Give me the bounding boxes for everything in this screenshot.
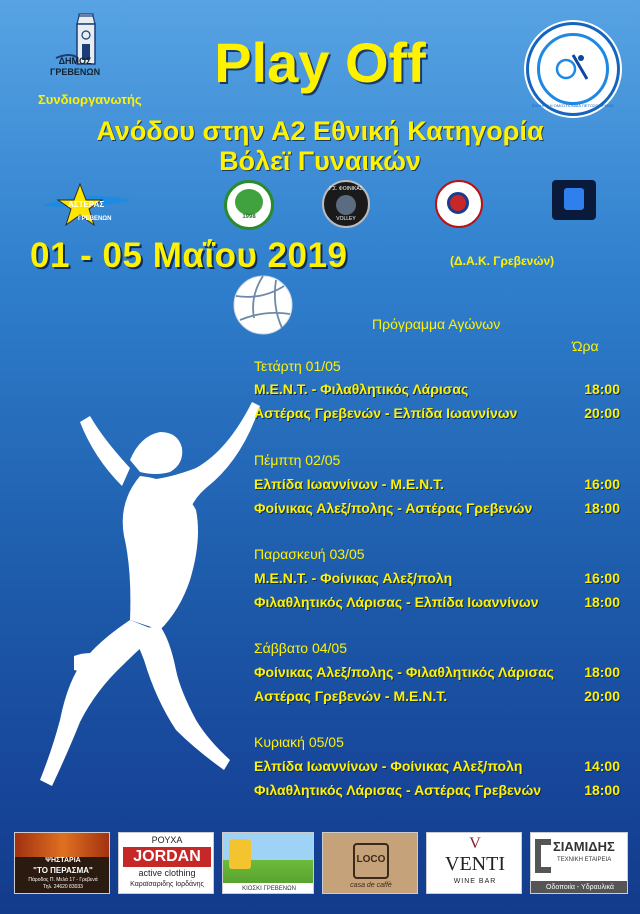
match-time: 18:00 xyxy=(584,664,620,680)
perasma-line1: ΨΗΣΤΑΡΙΑ xyxy=(45,857,81,864)
match-time: 14:00 xyxy=(584,758,620,774)
match-row xyxy=(254,664,620,680)
foinikas-logo-sub: VOLLEY xyxy=(336,216,356,222)
match-time: 18:00 xyxy=(584,500,620,516)
siamidis-footer: Οδοποιία - Υδραυλικά xyxy=(531,881,628,894)
schedule-title: Πρόγραμμα Αγώνων xyxy=(372,316,501,332)
kiosk-footer: ΚΙΟΣΚΙ ΓΡΕΒΕΝΩΝ xyxy=(223,883,314,894)
venti-tag: WINE BAR xyxy=(453,878,497,885)
page-title: Play Off xyxy=(214,31,426,94)
match-teams: Μ.Ε.Ν.Τ. - Φοίνικας Αλεξ/πολη xyxy=(254,570,453,586)
volleyball-federation-icon xyxy=(553,49,593,89)
match-row xyxy=(254,476,620,492)
volleyball-icon xyxy=(232,274,294,336)
match-teams: Φιλαθλητικός Λάρισας - Ελπίδα Ιωαννίνων xyxy=(254,594,539,610)
match-row xyxy=(254,594,620,610)
match-time: 18:00 xyxy=(584,594,620,610)
sponsor-siamidis xyxy=(530,832,628,894)
asteras-logo-sub: ΓΡΕΒΕΝΩΝ xyxy=(78,216,112,222)
sponsor-jordan xyxy=(118,832,214,894)
match-row xyxy=(254,500,620,516)
match-row xyxy=(254,570,620,586)
day-label: Πέμπτη 02/05 xyxy=(254,452,341,468)
cosponsor-label: Συνδιοργανωτής xyxy=(38,92,142,107)
sponsor-venti xyxy=(426,832,522,894)
siamidis-tag: ΤΕΧΝΙΚΗ ΕΤΑΙΡΕΙΑ xyxy=(557,857,612,863)
team-logo-asteras xyxy=(42,180,132,230)
team-logo-ment xyxy=(552,180,596,220)
jordan-owner: Καραϊσαριδης Ιορδάνης xyxy=(130,881,204,888)
match-row xyxy=(254,782,620,798)
match-row xyxy=(254,688,620,704)
day-label: Σάββατο 04/05 xyxy=(254,640,347,656)
match-teams: Μ.Ε.Ν.Τ. - Φιλαθλητικός Λάρισας xyxy=(254,381,469,397)
team-logo-filathlitikos xyxy=(224,180,274,230)
match-time: 20:00 xyxy=(584,688,620,704)
venti-v-icon: V xyxy=(469,835,481,852)
match-time: 16:00 xyxy=(584,570,620,586)
match-time: 18:00 xyxy=(584,381,620,397)
sponsor-loco xyxy=(322,832,418,894)
perasma-line2: "ΤΟ ΠΕΡΑΣΜΑ" xyxy=(33,866,93,875)
siamidis-brand: ΣΙΑΜΙΔΗΣ xyxy=(553,839,615,854)
team-logo-foinikas xyxy=(322,180,370,228)
match-teams: Φιλαθλητικός Λάρισας - Αστέρας Γρεβενών xyxy=(254,782,542,798)
municipality-label-1: ΔΗΜΟΣ xyxy=(58,56,92,66)
perasma-line4: Τηλ. 24620 83033 xyxy=(43,884,83,890)
match-row xyxy=(254,381,620,397)
match-time: 16:00 xyxy=(584,476,620,492)
sponsor-kiosk xyxy=(222,832,314,894)
event-date: 01 - 05 Μαΐου 2019 xyxy=(30,236,348,275)
subtitle-line-2: Βόλεϊ Γυναικών xyxy=(219,146,421,176)
day-label: Κυριακή 05/05 xyxy=(254,734,344,750)
foinikas-logo-text: Γ.Σ. ΦΟΙΝΙΚΑΣ xyxy=(329,186,363,192)
match-time: 18:00 xyxy=(584,782,620,798)
jordan-brand: JORDAN xyxy=(123,847,211,867)
sponsor-perasma xyxy=(14,832,110,894)
match-teams: Ελπίδα Ιωαννίνων - Μ.Ε.Ν.Τ. xyxy=(254,476,445,492)
loco-brand: LOCO xyxy=(356,854,386,865)
match-time: 20:00 xyxy=(584,405,620,421)
filathlitikos-logo-year: 1998 xyxy=(242,214,256,220)
jordan-tag: active clothing xyxy=(138,868,196,878)
match-row xyxy=(254,758,620,774)
federation-logo-text: ΕΛΛΗΝΙΚΗ ΟΜΟΣΠΟΝΔΙΑ ΠΕΤΟΣΦΑΙΡΙΣΗΣ xyxy=(532,103,614,108)
day-label: Παρασκευή 03/05 xyxy=(254,546,365,562)
match-teams: Φοίνικας Αλεξ/πολης - Φιλαθλητικός Λάρισας xyxy=(254,664,554,680)
venti-brand: VENTI xyxy=(445,853,505,875)
subtitle-line-1: Ανόδου στην Α2 Εθνική Κατηγορία xyxy=(96,116,544,146)
loco-tag: casa de caffè xyxy=(350,882,392,889)
asteras-logo-text: ΑΣΤΕΡΑΣ xyxy=(68,200,105,209)
team-logo-elpida xyxy=(435,180,483,228)
municipality-label-2: ΓΡΕΒΕΝΩΝ xyxy=(50,67,101,77)
perasma-line3: Πάροδος Π. Μελά 17 - Γρεβενά xyxy=(28,877,98,883)
match-row xyxy=(254,405,620,421)
match-teams: Αστέρας Γρεβενών - Ελπίδα Ιωαννίνων xyxy=(254,405,518,421)
event-venue: (Δ.Α.Κ. Γρεβενών) xyxy=(450,254,555,268)
jordan-top: ΡΟΥΧΑ xyxy=(151,835,183,845)
match-teams: Ελπίδα Ιωαννίνων - Φοίνικας Αλεξ/πολη xyxy=(254,758,523,774)
federation-logo xyxy=(526,22,620,116)
match-teams: Αστέρας Γρεβενών - Μ.Ε.Ν.Τ. xyxy=(254,688,448,704)
match-teams: Φοίνικας Αλεξ/πολης - Αστέρας Γρεβενών xyxy=(254,500,533,516)
day-label: Τετάρτη 01/05 xyxy=(254,358,341,374)
schedule-hour-header: Ώρα xyxy=(572,338,599,354)
